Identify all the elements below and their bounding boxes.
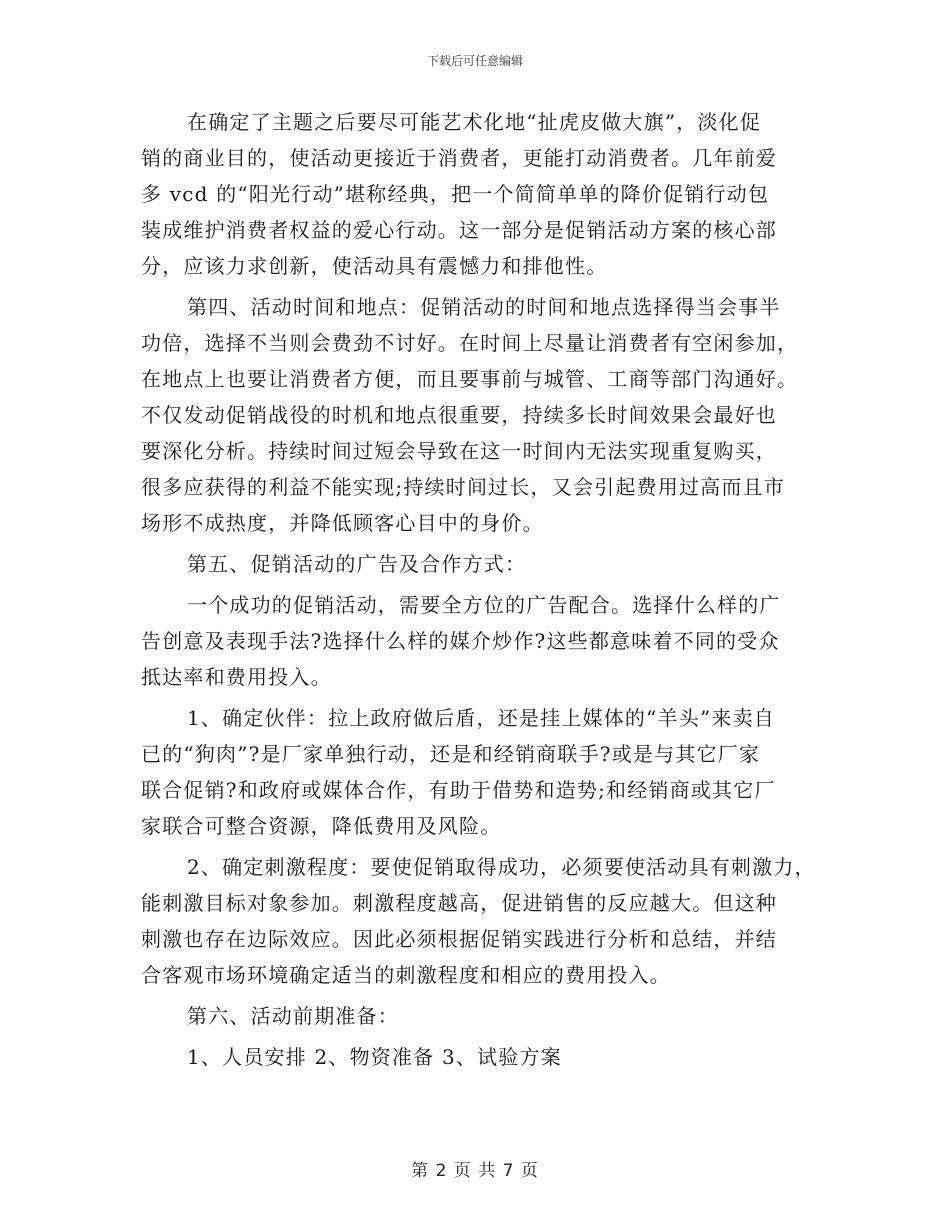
paragraph-line: 场形不成热度，并降低顾客心目中的身价。: [141, 511, 544, 535]
page-footer: 第 2 页 共 7 页: [411, 1161, 539, 1181]
paragraph-line: 销的商业目的，使活动更接近于消费者，更能打动消费者。几年前爱: [141, 146, 777, 170]
section-heading: 第五、促销活动的广告及合作方式：: [187, 552, 527, 576]
paragraph-line: 2、确定刺激程度：要使促销取得成功，必须要使活动具有刺激力，: [187, 855, 816, 879]
paragraph-line: 刺激也存在边际效应。因此必须根据促销实践进行分析和总结，并结: [141, 927, 777, 951]
paragraph-line: 家联合可整合资源，降低费用及风险。: [141, 814, 502, 838]
paragraph-line: 第四、活动时间和地点：促销活动的时间和地点选择得当会事半: [187, 295, 781, 319]
paragraph-line: 能刺激目标对象参加。刺激程度越高，促进销售的反应越大。但这种: [141, 891, 777, 915]
document-body: [141, 104, 831, 1075]
paragraph-line: 功倍，选择不当则会费劲不讨好。在时间上尽量让消费者有空闲参加，: [141, 331, 799, 355]
paragraph-line: 在确定了主题之后要尽可能艺术化地“扯虎皮做大旗”，淡化促: [187, 110, 762, 134]
paragraph-line: 要深化分析。持续时间过短会导致在这一时间内无法实现重复购买，: [141, 439, 777, 463]
paragraph-line: 多 vcd 的“阳光行动”堪称经典，把一个简简单单的降价促销行动包: [141, 182, 770, 206]
page-header: 下载后可任意编辑: [426, 54, 523, 68]
paragraph-line: 合客观市场环境确定适当的刺激程度和相应的费用投入。: [141, 963, 671, 987]
paragraph-line: 抵达率和费用投入。: [141, 665, 332, 689]
paragraph-line: 告创意及表现手法?选择什么样的媒介炒作?这些都意味着不同的受众: [141, 629, 780, 653]
paragraph-line: 装成维护消费者权益的爱心行动。这一部分是促销活动方案的核心部: [141, 218, 777, 242]
paragraph-line: 1、确定伙伴：拉上政府做后盾，还是挂上媒体的“羊头”来卖自: [187, 706, 775, 730]
paragraph-line: 1、人员安排 2、物资准备 3、试验方案: [187, 1045, 562, 1069]
paragraph-line: 已的“狗肉”?是厂家单独行动，还是和经销商联手?或是与其它厂家: [141, 742, 761, 766]
paragraph-line: 分，应该力求创新，使活动具有震憾力和排他性。: [141, 254, 608, 278]
paragraph-line: 一个成功的促销活动，需要全方位的广告配合。选择什么样的广: [187, 593, 781, 617]
paragraph-line: 联合促销?和政府或媒体合作，有助于借势和造势;和经销商或其它厂: [141, 778, 776, 802]
paragraph-line: 不仅发动促销战役的时机和地点很重要，持续多长时间效果会最好也: [141, 403, 777, 427]
paragraph-line: 很多应获得的利益不能实现;持续时间过长，又会引起费用过高而且市: [141, 475, 785, 499]
paragraph-line: 在地点上也要让消费者方便，而且要事前与城管、工商等部门沟通好。: [141, 367, 799, 391]
section-heading: 第六、活动前期准备：: [187, 1004, 399, 1028]
